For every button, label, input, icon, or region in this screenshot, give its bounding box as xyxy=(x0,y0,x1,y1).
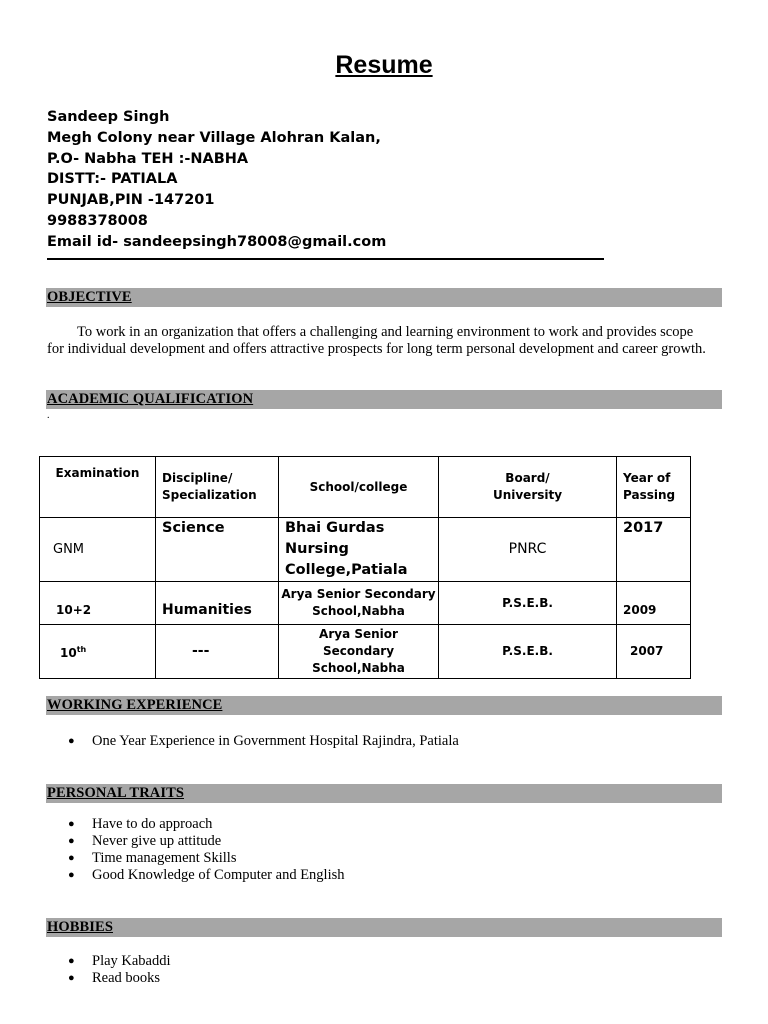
cell-exam: 10+2 xyxy=(40,582,156,625)
cell-exam: GNM xyxy=(40,518,156,582)
list-item: ● One Year Experience in Government Hospital Rajindra, Patiala xyxy=(66,733,459,750)
cell-discipline: Humanities xyxy=(156,582,279,625)
contact-divider xyxy=(47,258,604,260)
header-examination: Examination xyxy=(40,457,156,518)
contact-phone: 9988378008 xyxy=(47,212,148,229)
contact-name: Sandeep Singh xyxy=(47,109,170,125)
header-school: School/college xyxy=(279,457,439,518)
cell-year: 2017 xyxy=(617,518,691,582)
cell-board: P.S.E.B. xyxy=(439,582,617,625)
hobbies-heading: HOBBIES xyxy=(47,919,113,935)
contact-email: Email id- sandeepsingh78008@gmail.com xyxy=(47,233,387,250)
contact-address-line-1: Megh Colony near Village Alohran Kalan, xyxy=(47,129,381,146)
objective-heading-bar xyxy=(46,288,722,307)
cell-school: Arya Senior Secondary School,Nabha xyxy=(279,582,439,625)
cell-discipline: Science xyxy=(156,518,279,582)
contact-district: DISTT:- PATIALA xyxy=(47,171,178,188)
header-discipline: Discipline/ Specialization xyxy=(156,457,279,518)
academic-heading: ACADEMIC QUALIFICATION xyxy=(47,391,254,407)
cell-discipline: --- xyxy=(156,625,279,679)
hobbies-list xyxy=(66,953,171,987)
list-item: ● Read books xyxy=(66,970,171,987)
cell-exam-base: 10 xyxy=(60,646,77,660)
hobbies-heading-bar xyxy=(46,918,722,937)
contact-block xyxy=(47,107,386,253)
resume-title: Resume xyxy=(335,51,433,79)
academic-heading-bar xyxy=(46,390,722,409)
cell-board: P.S.E.B. xyxy=(439,625,617,679)
cell-board: PNRC xyxy=(439,518,617,582)
table-row xyxy=(40,518,691,582)
personal-traits-list xyxy=(66,816,345,884)
stray-dot: . xyxy=(47,410,50,421)
list-item: ● Have to do approach xyxy=(66,816,345,833)
cell-exam xyxy=(40,625,156,679)
objective-text: To work in an organization that offers a challenging and learning environment to work and provides scope for individual development and offers attractive prospects for long term personal development and career growth. xyxy=(47,324,706,357)
contact-state-pin: PUNJAB,PIN -147201 xyxy=(47,192,215,209)
table-row xyxy=(40,582,691,625)
qualification-table xyxy=(39,456,691,679)
working-heading-bar xyxy=(46,696,722,715)
cell-school: Arya Senior Secondary School,Nabha xyxy=(279,625,439,679)
cell-exam-sup: th xyxy=(76,645,87,654)
contact-address-line-2: P.O- Nabha TEH :-NABHA xyxy=(47,150,249,167)
table-header-row xyxy=(40,457,691,518)
cell-year: 2009 xyxy=(617,582,691,625)
list-item: ● Never give up attitude xyxy=(66,833,345,850)
header-year: Year of Passing xyxy=(617,457,691,518)
working-heading: WORKING EXPERIENCE xyxy=(47,697,223,713)
list-item: ● Good Knowledge of Computer and English xyxy=(66,867,345,884)
cell-school: Bhai Gurdas Nursing College,Patiala xyxy=(279,518,439,582)
list-item: ● Play Kabaddi xyxy=(66,953,171,970)
working-experience-list xyxy=(66,733,459,750)
table-row xyxy=(40,625,691,679)
traits-heading-bar xyxy=(46,784,722,803)
traits-heading: PERSONAL TRAITS xyxy=(47,785,185,801)
objective-heading: OBJECTIVE xyxy=(47,289,132,305)
list-item: ● Time management Skills xyxy=(66,850,345,867)
cell-year: 2007 xyxy=(617,625,691,679)
header-board: Board/ University xyxy=(439,457,617,518)
